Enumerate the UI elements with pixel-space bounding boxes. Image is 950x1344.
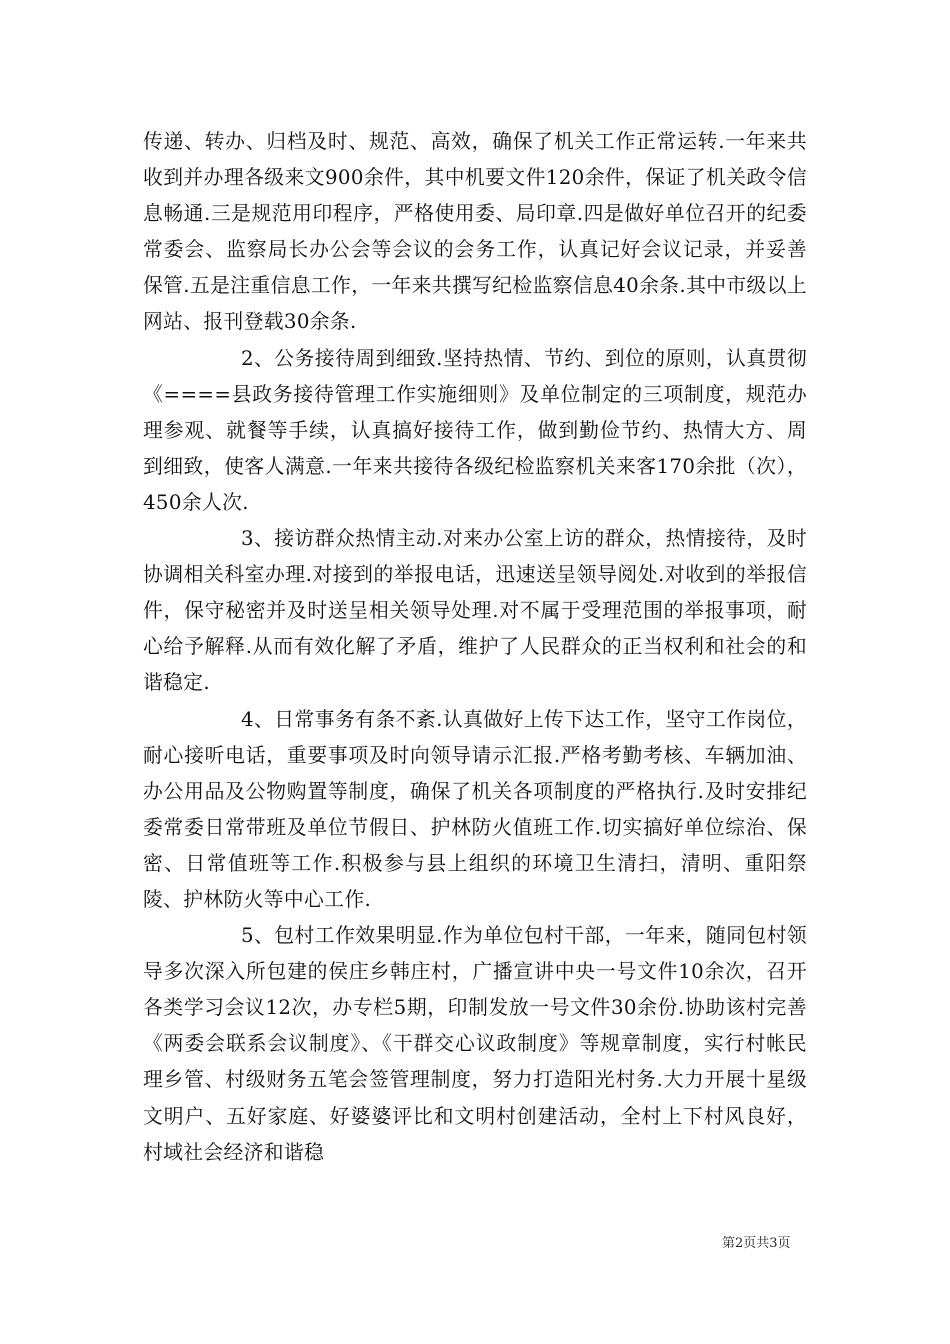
paragraph-daily-affairs: 4、日常事务有条不紊.认真做好上传下达工作，坚守工作岗位，耐心接听电话，重要事项及时向领导请示汇报.严格考勤考核、车辆加油、办公用品及公物购置等制度，确保了机关各项制度的严格执行.及时安排纪委常委日常带班及单位节假日、护林防火值班工作.切实搞好单位综治、保密、日常值班等工作.积极参与县上组织的环境卫生清扫，清明、重阳祭陵、护林防火等中心工作. [143,707,807,911]
paragraph-village-work: 5、包村工作效果明显.作为单位包村干部，一年来，随同包村领导多次深入所包建的侯庄乡韩庄村，广播宣讲中央一号文件10余次，召开各类学习会议12次，办专栏5期，印制发放一号文件30余份.协助该村完善《两委会联系会议制度》、《干群交心议政制度》等规章制度，实行村帐民理乡管、村级财务五笔会签管理制度，努力打造阳光村务.大力开展十星级文明户、五好家庭、好婆婆评比和文明村创建活动，全村上下村风良好，村域社会经济和谐稳 [143,924,807,1164]
paragraph-continuation: 传递、转办、归档及时、规范、高效，确保了机关工作正常运转.一年来共收到并办理各级来文900余件，其中机要文件120余件，保证了机关政令信息畅通.三是规范用印程序，严格使用委、局印章.四是做好单位召开的纪委常委会、监察局长办公会等会议的会务工作，认真记好会议记录，并妥善保管.五是注重信息工作，一年来共撰写纪检监察信息40余条.其中市级以上网站、报刊登载30余条. [143,130,807,334]
paragraph-reception: 2、公务接待周到细致.坚持热情、节约、到位的原则，认真贯彻《====县政务接待管理工作实施细则》及单位制定的三项制度，规范办理参观、就餐等手续，认真搞好接待工作，做到勤俭节约、热情大方、周到细致，使客人满意.一年来共接待各级纪检监察机关来客170余批（次），450余人次. [143,346,807,514]
document-body [143,124,807,1171]
paragraph-petition: 3、接访群众热情主动.对来办公室上访的群众，热情接待，及时协调相关科室办理.对接到的举报电话，迅速送呈领导阅处.对收到的举报信件，保守秘密并及时送呈相关领导处理.对不属于受理范围的举报事项，耐心给予解释.从而有效化解了矛盾，维护了人民群众的正当权利和社会的和谐稳定. [143,527,807,695]
page-number: 第2页共3页 [722,1236,791,1251]
